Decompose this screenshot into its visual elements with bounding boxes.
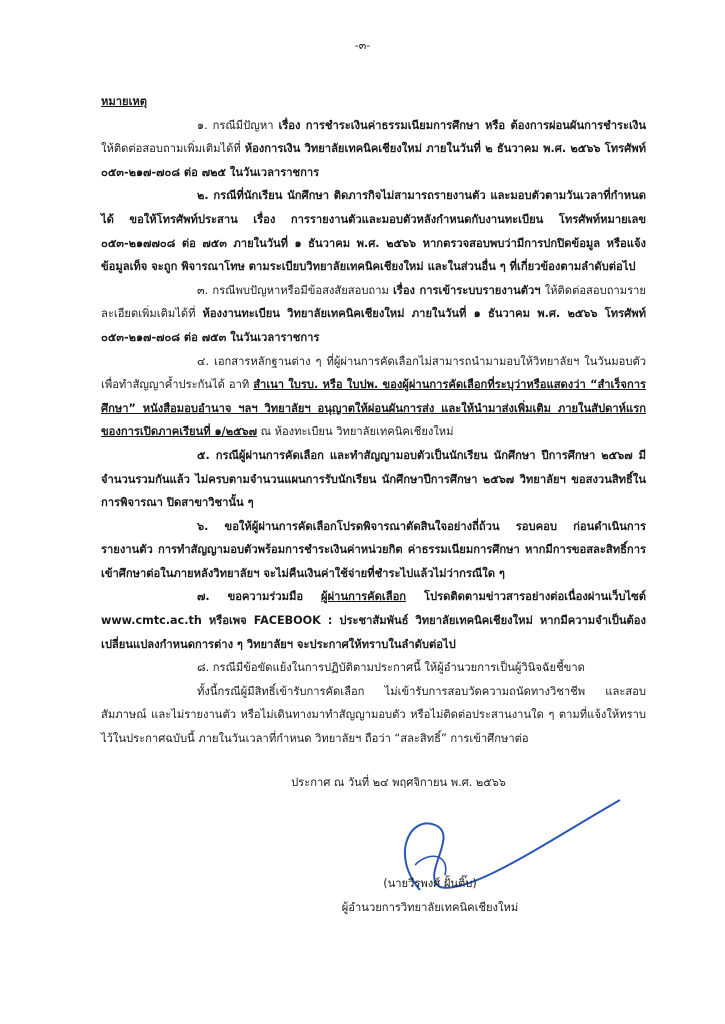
note-item-4: ๔. เอกสารหลักฐานต่าง ๆ ที่ผู้ผ่านการคัดเลือกไม่สามารถนำมามอบให้วิทยาลัยฯ ในวันมอบตัวเพื่อทำสัญญาค้ำประกันได้ อาทิ สำเนา ใบรบ. หรือ ใบปพ. ของผู้ผ่านการคัดเลือกที่ระบุว่าหรือแสดงว่า “สำเร็จการศึกษา” หนังสือมอบอำนาจ ฯลฯ วิทยาลัยฯ อนุญาตให้ผ่อนผันการส่ง และให้นำมาส่งเพิ่มเติม ภายในสัปดาห์แรกของการเปิดภาคเรียนที่ ๑/๒๕๖๗ ณ ห้องทะเบียน วิทยาลัยเทคนิคเชียงใหม่ (101, 354, 647, 439)
document-body (101, 90, 646, 794)
signature-block (300, 872, 560, 920)
signer-title: ผู้อำนวยการวิทยาลัยเทคนิคเชียงใหม่ (341, 901, 519, 914)
signer-name: (นายวีรพงศ์ ฝั้นติ๊บ) (383, 877, 477, 890)
note-item-1: ๑. กรณีมีปัญหา เรื่อง การชำระเงินค่าธรรมเนียมการศึกษา หรือ ต้องการผ่อนผันการชำระเงิน ให้ติดต่อสอบถามเพิ่มเติมได้ที่ ห้องการเงิน วิทยาลัยเทคนิคเชียงใหม่ ภายในวันที่ ๒ ธันวาคม พ.ศ. ๒๕๖๖ โทรศัพท์ ๐๕๓-๒๑๗-๗๐๘ ต่อ ๗๒๕ ในวันเวลาราชการ (101, 118, 646, 179)
note-item-2: ๒. กรณีที่นักเรียน นักศึกษา ติดภารกิจไม่สามารถรายงานตัว และมอบตัวตามวันเวลาที่กำหนดได้ ขอให้โทรศัพท์ประสาน เรื่อง การรายงานตัวและมอบตัวหลังกำหนดกับงานทะเบียน โทรศัพท์หมายเลข ๐๕๓-๒๑๗๗๐๘ ต่อ ๗๕๓ ภายในวันที่ ๑ ธันวาคม พ.ศ. ๒๕๖๖ หากตรวจสอบพบว่ามีการปกปิดข้อมูล หรือแจ้งข้อมูลเท็จ จะถูก พิจารณาโทษ ตามระเบียบวิทยาลัยเทคนิคเชียงใหม่ และในส่วนอื่น ๆ ที่เกี่ยวข้องตามลำดับต่อไป (101, 189, 646, 274)
announcement-date: ประกาศ ณ วันที่ ๒๔ พฤศจิกายน พ.ศ. ๒๕๖๖ (291, 775, 506, 789)
note-item-5: ๕. กรณีผู้ผ่านการคัดเลือก และทำสัญญามอบตัวเป็นนักเรียน นักศึกษา ปีการศึกษา ๒๕๖๗ มีจำนวนรวมกันแล้ว ไม่ครบตามจำนวนแผนการรับนักเรียน นักศึกษาปีการศึกษา ๒๕๖๗ วิทยาลัยฯ ขอสงวนสิทธิ์ในการพิจารณา ปิดสาขาวิชานั้น ๆ (101, 448, 646, 510)
note-item-8: ๘. กรณีมีข้อขัดแย้งในการปฏิบัติตามประกาศนี้ ให้ผู้อำนวยการเป็นผู้วินิจฉัยชี้ขาด (197, 661, 585, 675)
note-item-6: ๖. ขอให้ผู้ผ่านการคัดเลือกโปรดพิจารณาตัดสินใจอย่างถี่ถ้วน รอบคอบ ก่อนดำเนินการรายงานตัว การทำสัญญามอบตัวพร้อมการชำระเงินค่าหน่วยกิต ค่าธรรมเนียมการศึกษา หากมีการขอสละสิทธิ์การเข้าศึกษาต่อในภายหลังวิทยาลัยฯ จะไม่คืนเงินค่าใช้จ่ายที่ชำระไปแล้วไม่ว่ากรณีใด ๆ (101, 519, 646, 580)
page-number: -๓- (354, 39, 371, 52)
note-item-3: ๓. กรณีพบปัญหาหรือมีข้อสงสัยสอบถาม เรื่อง การเข้าระบบรายงานตัวฯ ให้ติดต่อสอบถามรายละเอียดเพิ่มเติมได้ที่ ห้องงานทะเบียน วิทยาลัยเทคนิคเชียงใหม่ ภายในวันที่ ๑ ธันวาคม พ.ศ. ๒๕๖๖ โทรศัพท์ ๐๕๓-๒๑๗-๗๐๘ ต่อ ๗๕๓ ในวันเวลาราชการ (101, 283, 646, 344)
notes-heading: หมายเหตุ (101, 95, 148, 108)
closing-paragraph: ทั้งนี้กรณีผู้มีสิทธิ์เข้ารับการคัดเลือก ไม่เข้ารับการสอบวัดความถนัดทางวิชาชีพ และสอบสัมภาษณ์ และไม่รายงานตัว หรือไม่เดินทางมาทำสัญญามอบตัว หรือไม่ติดต่อประสานงานใด ๆ ตามที่แจ้งให้ทราบไว้ในประกาศฉบับนี้ ภายในวันเวลาที่กำหนด วิทยาลัยฯ ถือว่า “สละสิทธิ์” การเข้าศึกษาต่อ (101, 684, 646, 746)
note-item-7: ๗. ขอความร่วมมือ ผู้ผ่านการคัดเลือก โปรดติดตามข่าวสารอย่างต่อเนื่องผ่านเว็บไซต์ www.cmtc.ac.th หรือเพจ FACEBOOK : ประชาสัมพันธ์ วิทยาลัยเทคนิคเชียงใหม่ หากมีความจำเป็นต้องเปลี่ยนแปลงกำหนดการต่าง ๆ วิทยาลัยฯ จะประกาศให้ทราบในลำดับต่อไป (101, 590, 646, 651)
